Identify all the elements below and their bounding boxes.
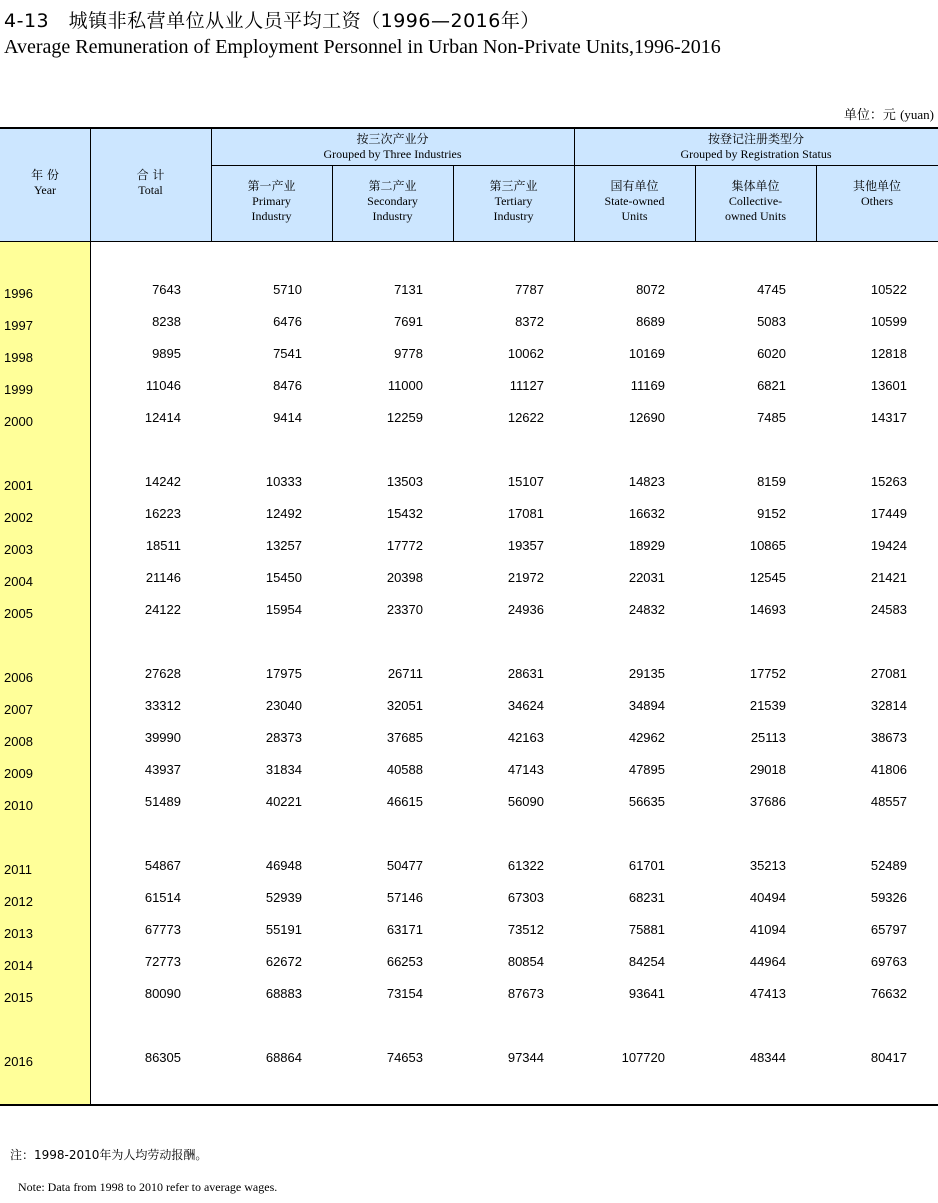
row-value: 29018 [749,762,786,777]
header-secondary-cn: 第二产业 [368,179,417,193]
row-value: 24936 [507,602,544,617]
row-value: 9152 [757,506,786,521]
row-value: 46948 [265,858,302,873]
header-group2-en: Grouped by Registration Status [680,147,832,161]
row-value: 54867 [144,858,181,873]
row-value: 16632 [628,506,665,521]
table-row [0,282,938,302]
row-value: 6821 [757,378,786,393]
row-value: 59326 [870,890,907,905]
row-value: 76632 [870,986,907,1001]
row-value: 29135 [628,666,665,681]
row-value: 86305 [144,1050,181,1065]
row-value: 84254 [628,954,665,969]
row-value: 12492 [265,506,302,521]
table-row [0,602,938,622]
header-year [0,168,90,198]
unit-label [844,104,934,123]
row-year: 1997 [4,318,33,333]
unit-en: (yuan) [900,107,934,122]
table-row [0,410,938,430]
table-row [0,570,938,590]
row-value: 15107 [507,474,544,489]
table-row [0,762,938,782]
row-value: 56635 [628,794,665,809]
header-group2-cn: 按登记注册类型分 [707,132,804,146]
row-value: 28373 [265,730,302,745]
row-value: 23370 [386,602,423,617]
row-value: 80090 [144,986,181,1001]
row-value: 17975 [265,666,302,681]
header-primary [211,179,332,224]
row-value: 12414 [144,410,181,425]
row-value: 68883 [265,986,302,1001]
header-state-cn: 国有单位 [610,179,659,193]
row-value: 67773 [144,922,181,937]
row-value: 13601 [870,378,907,393]
row-value: 56090 [507,794,544,809]
header-state-en1: State-owned [604,194,665,208]
row-value: 12259 [386,410,423,425]
row-value: 12690 [628,410,665,425]
row-year: 2012 [4,894,33,909]
row-value: 7131 [394,282,423,297]
row-year: 2014 [4,958,33,973]
row-value: 65797 [870,922,907,937]
wage-table [0,127,938,1106]
table-bottom-rule [0,1104,938,1106]
header-collective [695,179,816,224]
row-value: 44964 [749,954,786,969]
table-row [0,858,938,878]
table-row [0,890,938,910]
row-value: 8372 [515,314,544,329]
row-year: 2004 [4,574,33,589]
header-bottom-rule [0,241,938,242]
header-others-en: Others [861,194,893,208]
header-secondary-en1: Secondary [367,194,418,208]
header-state [574,179,695,224]
row-year: 2008 [4,734,33,749]
header-tertiary-en1: Tertiary [494,194,533,208]
row-value: 7643 [152,282,181,297]
row-value: 27628 [144,666,181,681]
row-value: 42962 [628,730,665,745]
row-value: 14317 [870,410,907,425]
header-total-cn: 合 计 [136,168,165,182]
header-group-industries [211,132,574,162]
row-value: 10865 [749,538,786,553]
header-secondary [332,179,453,224]
header-primary-en2: Industry [251,209,292,223]
row-value: 12622 [507,410,544,425]
row-year: 2000 [4,414,33,429]
table-row [0,1050,938,1070]
header-total-en: Total [138,183,163,197]
row-value: 63171 [386,922,423,937]
header-group1-cn: 按三次产业分 [356,132,429,146]
row-year: 2009 [4,766,33,781]
row-value: 19424 [870,538,907,553]
row-value: 28631 [507,666,544,681]
row-value: 13503 [386,474,423,489]
row-value: 32814 [870,698,907,713]
unit-cn: 单位：元 [843,108,896,123]
note-en: Note: Data from 1998 to 2010 refer to average wages. [18,1180,278,1194]
header-collective-cn: 集体单位 [731,179,780,193]
row-value: 80854 [507,954,544,969]
row-value: 18511 [145,538,181,553]
row-value: 10333 [265,474,302,489]
row-value: 73512 [507,922,544,937]
header-year-en: Year [33,183,57,197]
header-others [816,179,938,209]
row-value: 68864 [265,1050,302,1065]
row-value: 21539 [749,698,786,713]
row-value: 80417 [870,1050,907,1065]
row-value: 39990 [144,730,181,745]
row-year: 2010 [4,798,33,813]
table-row [0,378,938,398]
row-value: 25113 [750,730,786,745]
row-value: 8072 [636,282,665,297]
header-group-registration [574,132,938,162]
row-value: 5710 [273,282,302,297]
row-value: 15450 [265,570,302,585]
row-value: 61701 [628,858,665,873]
row-value: 97344 [507,1050,544,1065]
row-value: 47413 [749,986,786,1001]
row-value: 12818 [870,346,907,361]
row-value: 40494 [749,890,786,905]
row-value: 10169 [628,346,665,361]
row-value: 6020 [757,346,786,361]
row-year: 2005 [4,606,33,621]
row-value: 9778 [394,346,423,361]
row-year: 1996 [4,286,33,301]
row-value: 72773 [144,954,181,969]
header-secondary-en2: Industry [372,209,413,223]
header-tertiary-en2: Industry [493,209,534,223]
row-value: 50477 [386,858,423,873]
row-value: 15954 [265,602,302,617]
table-row [0,730,938,750]
row-value: 55191 [265,922,302,937]
row-value: 38673 [870,730,907,745]
row-value: 32051 [386,698,423,713]
row-value: 24122 [144,602,181,617]
table-top-rule [0,127,938,129]
row-value: 24583 [870,602,907,617]
row-value: 52939 [265,890,302,905]
row-value: 9895 [152,346,181,361]
row-year: 2015 [4,990,33,1005]
row-value: 15263 [870,474,907,489]
row-value: 47895 [628,762,665,777]
header-tertiary [453,179,574,224]
row-value: 14242 [144,474,181,489]
row-value: 61514 [144,890,181,905]
row-value: 93641 [628,986,665,1001]
row-value: 37686 [749,794,786,809]
page-title-cn: 4-13 城镇非私营单位从业人员平均工资（1996—2016年） [4,10,540,32]
row-year: 2006 [4,670,33,685]
row-value: 87673 [507,986,544,1001]
row-value: 7541 [273,346,302,361]
row-value: 8238 [152,314,181,329]
row-value: 8689 [636,314,665,329]
row-value: 67303 [507,890,544,905]
table-row [0,794,938,814]
row-year: 2016 [4,1054,33,1069]
row-value: 19357 [507,538,544,553]
row-value: 48557 [870,794,907,809]
row-value: 14823 [628,474,665,489]
row-value: 75881 [628,922,665,937]
row-value: 17772 [386,538,423,553]
row-value: 41094 [749,922,786,937]
row-value: 17752 [749,666,786,681]
row-value: 9414 [273,410,302,425]
row-value: 68231 [628,890,665,905]
table-row [0,698,938,718]
row-value: 22031 [628,570,665,585]
row-year: 2002 [4,510,33,525]
header-collective-en1: Collective- [728,194,783,208]
row-value: 66253 [386,954,423,969]
row-value: 48344 [749,1050,786,1065]
row-value: 8159 [757,474,786,489]
header-primary-en1: Primary [252,194,291,208]
header-others-cn: 其他单位 [852,179,901,193]
row-value: 7485 [757,410,786,425]
row-value: 10522 [870,282,907,297]
row-value: 61322 [507,858,544,873]
row-value: 40588 [386,762,423,777]
row-value: 27081 [870,666,907,681]
row-year: 1998 [4,350,33,365]
row-value: 11169 [630,378,665,393]
row-value: 52489 [870,858,907,873]
row-value: 4745 [757,282,786,297]
row-value: 62672 [265,954,302,969]
table-row [0,666,938,686]
header-primary-cn: 第一产业 [247,179,296,193]
row-value: 35213 [749,858,786,873]
table-row [0,506,938,526]
table-row [0,474,938,494]
row-value: 107720 [621,1050,665,1065]
row-value: 21146 [145,570,181,585]
row-value: 74653 [386,1050,423,1065]
row-value: 33312 [144,698,181,713]
table-row [0,314,938,334]
row-value: 8476 [273,378,302,393]
row-value: 14693 [749,602,786,617]
row-year: 2001 [4,478,33,493]
row-value: 23040 [265,698,302,713]
row-value: 20398 [386,570,423,585]
row-value: 13257 [265,538,302,553]
row-value: 7691 [394,314,423,329]
row-value: 21972 [507,570,544,585]
row-value: 43937 [144,762,181,777]
row-value: 21421 [870,570,907,585]
row-year: 2003 [4,542,33,557]
header-collective-en2: owned Units [725,209,786,223]
row-value: 26711 [387,666,423,681]
header-state-en2: Units [621,209,648,223]
header-group1-en: Grouped by Three Industries [323,147,462,161]
table-row [0,922,938,942]
header-year-cn: 年 份 [31,168,59,182]
header-tertiary-cn: 第三产业 [489,179,538,193]
table-row [0,986,938,1006]
row-value: 15432 [386,506,423,521]
row-value: 51489 [144,794,181,809]
row-year: 1999 [4,382,33,397]
row-value: 17449 [870,506,907,521]
row-value: 41806 [870,762,907,777]
row-value: 12545 [749,570,786,585]
row-value: 11046 [145,378,181,393]
row-value: 73154 [386,986,423,1001]
row-value: 17081 [507,506,544,521]
table-row [0,538,938,558]
row-value: 69763 [870,954,907,969]
row-value: 47143 [507,762,544,777]
table-row [0,954,938,974]
note-cn: 注：1998-2010年为人均劳动报酬。 [10,1148,208,1162]
row-value: 6476 [273,314,302,329]
row-value: 31834 [265,762,302,777]
row-value: 7787 [515,282,544,297]
row-value: 10062 [507,346,544,361]
row-value: 40221 [265,794,302,809]
row-value: 34624 [507,698,544,713]
row-value: 16223 [144,506,181,521]
row-year: 2007 [4,702,33,717]
row-value: 46615 [386,794,423,809]
row-value: 10599 [870,314,907,329]
row-value: 11000 [387,378,423,393]
header-total [90,168,211,198]
row-value: 37685 [386,730,423,745]
row-year: 2011 [4,862,32,877]
row-value: 34894 [628,698,665,713]
row-year: 2013 [4,926,33,941]
page-title-en: Average Remuneration of Employment Personnel in Urban Non-Private Units,1996-2016 [4,36,721,58]
table-row [0,346,938,366]
row-value: 18929 [628,538,665,553]
row-value: 24832 [628,602,665,617]
row-value: 11127 [509,378,544,393]
row-value: 57146 [386,890,423,905]
row-value: 42163 [507,730,544,745]
row-value: 5083 [757,314,786,329]
